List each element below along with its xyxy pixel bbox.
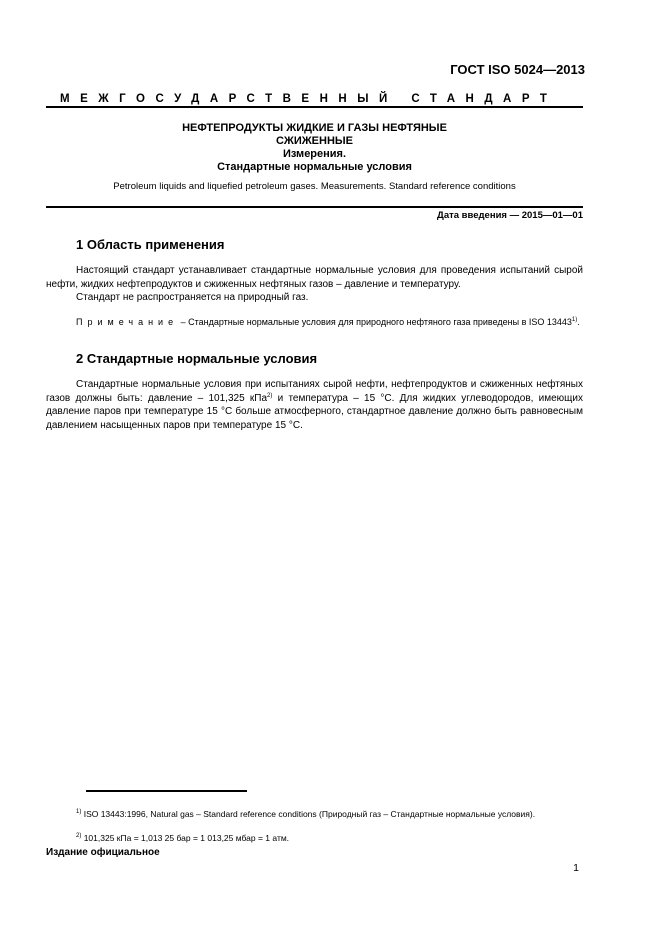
section-1-note <box>46 316 583 329</box>
section-2-text-a: Стандартные нормальные условия при испытаниях сырой нефти, нефтепродуктов и сжиженных нефтяных газов должны быть: давление – 101,325 кПа <box>46 379 583 404</box>
official-edition-label: Издание официальное <box>46 847 160 858</box>
title-rule <box>46 206 583 208</box>
title-line-1: НЕФТЕПРОДУКТЫ ЖИДКИЕ И ГАЗЫ НЕФТЯНЫЕ <box>182 122 447 134</box>
section-2-paragraph <box>46 378 583 432</box>
header-rule <box>46 106 583 108</box>
footnote-ref-2: 2) <box>267 392 273 399</box>
title-line-2: СЖИЖЕННЫЕ <box>275 135 354 147</box>
footnote-ref-1: 1) <box>571 317 578 323</box>
title-line-4: Стандартные нормальные условия <box>217 161 412 173</box>
footnote-2 <box>46 832 583 845</box>
section-1-paragraph-2: Стандарт не распространяется на природный газ. <box>76 292 309 303</box>
note-label: Примечание <box>76 317 179 327</box>
note-end: . <box>577 317 580 327</box>
introduction-date: Дата введения — 2015—01—01 <box>437 210 583 221</box>
document-code: ГОСТ ISO 5024—2013 <box>450 62 585 77</box>
footnote-1-mark: 1) <box>76 809 82 815</box>
standard-banner: МЕЖГОСУДАРСТВЕННЫЙ СТАНДАРТ <box>60 93 558 105</box>
title-line-3: Измерения. <box>282 148 347 160</box>
page-number: 1 <box>573 862 579 874</box>
section-1-paragraph-1: Настоящий стандарт устанавливает стандартные нормальные условия для проведения испытаний сырой нефти, жидких нефтепродуктов и сжиженных нефтяных газов – давление и температуру. <box>46 265 583 290</box>
section-2-heading: 2 Стандартные нормальные условия <box>76 351 318 366</box>
footnote-2-text: 101,325 кПа = 1,013 25 бар = 1 013,25 мбар = 1 атм. <box>81 833 290 843</box>
note-text: – Стандартные нормальные условия для природного нефтяного газа приведены в ISO 13443 <box>178 317 572 327</box>
footnote-1 <box>46 808 583 821</box>
footnote-separator <box>86 790 247 792</box>
section-1-heading: 1 Область применения <box>76 237 225 252</box>
section-2-text-b: и температура – 15 °С. Для жидких углеводородов, имеющих давление паров при температуре 15 °С больше атмосферного, стандартное давление должно быть равновесным давлением насыщенных паров при температуре 15 °С. <box>46 392 583 431</box>
footnote-1-text: ISO 13443:1996, Natural gas – Standard reference conditions (Природный газ – Стандартные нормальные условия). <box>81 809 536 819</box>
footnote-2-mark: 2) <box>76 833 82 839</box>
english-title: Petroleum liquids and liquefied petroleum gases. Measurements. Standard reference conditions <box>113 181 516 192</box>
